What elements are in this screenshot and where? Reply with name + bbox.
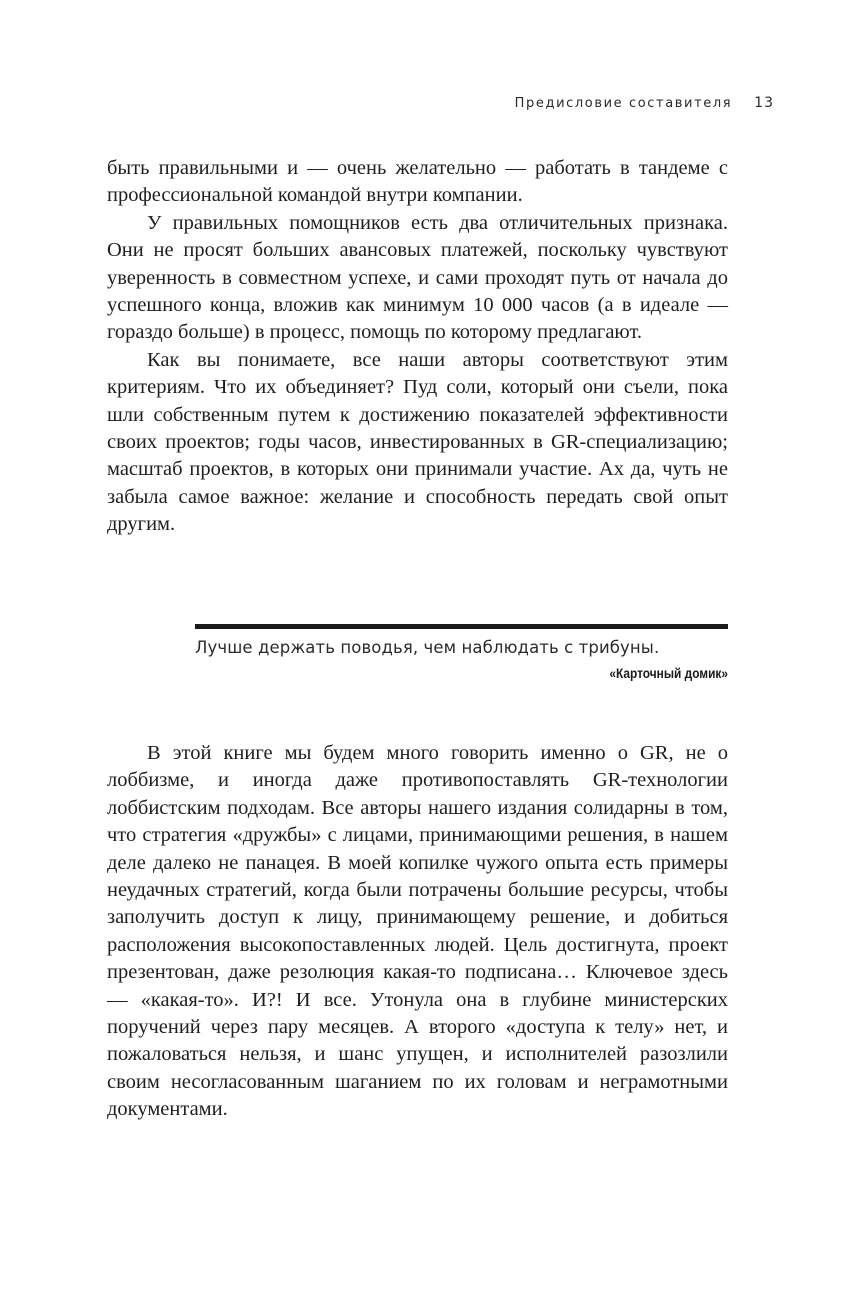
text-block-top [107,155,728,539]
epigraph [195,624,728,681]
running-header [515,95,774,111]
page-number: 13 [754,95,774,111]
section-title: Предисловие составителя [514,96,733,111]
paragraph: В этой книге мы будем много говорить именно о GR, не о лоббизме, и иногда даже противопоставлять GR-технологии лоббистским подходам. Все авторы нашего издания солидарны в том, что стратегия «дружбы» с лицами, принимающими решения, в нашем деле далеко не панацея. В моей копилке чужого опыта есть примеры неудачных стратегий, когда были потрачены большие ресурсы, чтобы заполучить доступ к лицу, принимающему решение, и добиться расположения высокопоставленных людей. Цель достигнута, проект презентован, даже резолюция какая-то подписана… Ключевое здесь — «какая-то». И?! И все. Утонула она в глубине министерских поручений через пару месяцев. А второго «доступа к телу» нет, и пожаловаться нельзя, и шанс упущен, и исполнителей разозлили своим несогласованным шаганием по их головам и неграмотными документами. [107,742,728,1121]
paragraph: быть правильными и — очень желательно — работать в тандеме с профессиональной командой внутри компании. [107,157,728,207]
epigraph-quote: Лучше держать поводья, чем наблюдать с трибуны. [195,638,660,657]
epigraph-rule [195,624,728,629]
paragraph: Как вы понимаете, все наши авторы соответствуют этим критериям. Что их объединяет? Пуд соли, который они съели, пока шли собственным путем к достижению показателей эффективности своих проектов; годы часов, инвестированных в GR-специализацию; масштаб проектов, в которых они принимали участие. Ах да, чуть не забыла самое важное: желание и способность передать свой опыт другим. [107,348,728,536]
paragraph: У правильных помощников есть два отличительных признака. Они не просят больших авансовых платежей, поскольку чувствуют уверенность в совместном успехе, и сами проходят путь от начала до успешного конца, вложив как минимум 10 000 часов (а в идеале — гораздо больше) в процесс, помощь по которому предлагают. [107,211,728,344]
epigraph-source: «Карточный домик» [609,665,728,681]
text-block-bottom [107,740,728,1124]
